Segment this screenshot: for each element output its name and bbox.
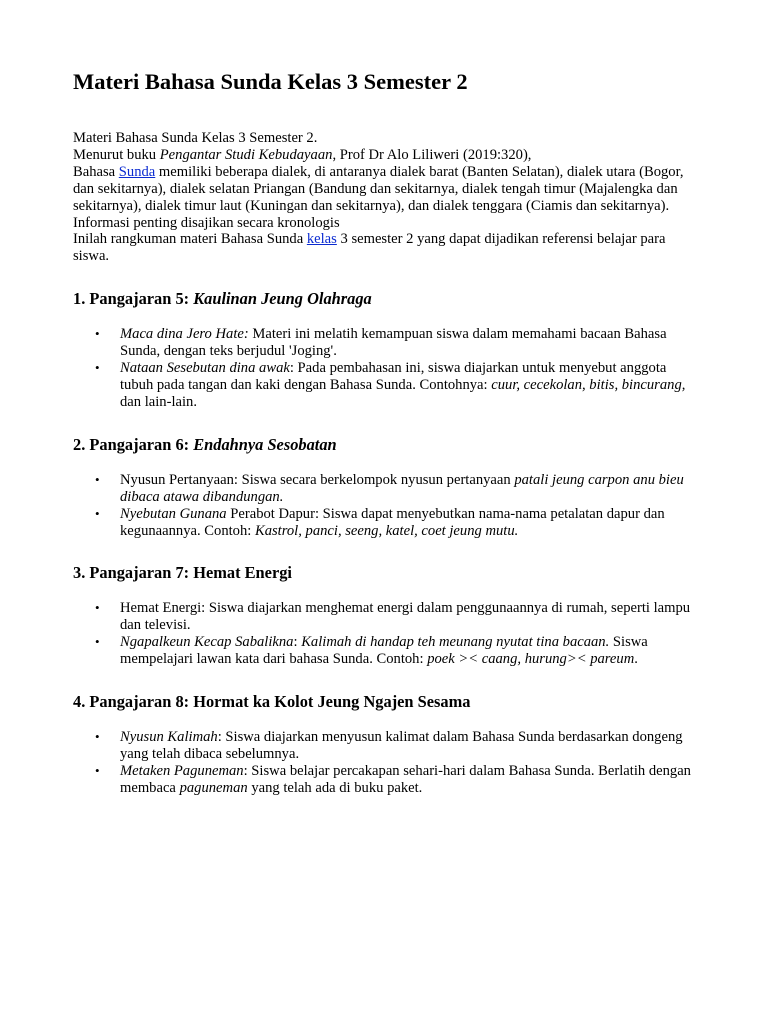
list-item bbox=[120, 600, 698, 634]
item-term: Metaken Paguneman bbox=[120, 762, 244, 779]
section-4-list bbox=[73, 729, 698, 797]
item-text: Materi ini melatih kemampuan siswa dalam memahami bacaan Bahasa Sunda, dengan teks berjudul 'Joging'. bbox=[120, 326, 667, 360]
item-text: Nyusun Pertanyaan: Siswa secara berkelompok nyusun pertanyaan bbox=[120, 471, 515, 488]
item-term: Maca dina Jero Hate: bbox=[120, 326, 249, 343]
list-item bbox=[120, 729, 698, 763]
intro-line-5-prefix: Inilah rangkuman materi Bahasa Sunda bbox=[73, 231, 307, 248]
section-heading-2-prefix: 2. Pangajaran 6: bbox=[73, 434, 194, 454]
item-term: Ngapalkeun Kecap Sabalikna bbox=[120, 634, 294, 651]
item-examples: patali jeung carpon anu bieu dibaca atawa dibandungan. bbox=[120, 471, 684, 505]
list-item bbox=[120, 634, 698, 668]
intro-line-1: Materi Bahasa Sunda Kelas 3 Semester 2. bbox=[73, 130, 318, 146]
item-text: : Siswa diajarkan menyusun kalimat dalam Bahasa Sunda berdasarkan dongeng yang telah dibaca sebelumnya. bbox=[120, 729, 683, 762]
item-term: Nyusun Kalimah bbox=[120, 729, 218, 746]
book-title: Pengantar Studi Kebudayaan bbox=[159, 146, 333, 163]
item-text: : bbox=[293, 634, 302, 651]
intro-line-2-suffix: , Prof Dr Alo Liliweri (2019:320), bbox=[332, 146, 532, 163]
kelas-link[interactable]: kelas bbox=[306, 231, 337, 248]
item-term: Nyebutan Gunana bbox=[120, 505, 227, 522]
section-2-list bbox=[73, 472, 698, 540]
list-item bbox=[120, 506, 698, 540]
list-item bbox=[120, 472, 698, 506]
list-item bbox=[120, 360, 698, 411]
item-term: Nataan Sesebutan dina awak bbox=[120, 360, 290, 377]
page-title: Materi Bahasa Sunda Kelas 3 Semester 2 bbox=[73, 69, 468, 94]
section-heading-2 bbox=[73, 435, 698, 455]
intro-paragraph bbox=[73, 130, 698, 265]
item-text: : Pada pembahasan ini, siswa diajarkan untuk menyebut anggota tubuh pada tangan dan kaki dengan Bahasa Sunda. Contohnya: bbox=[120, 360, 667, 393]
intro-line-3-suffix: memiliki beberapa dialek, di antaranya dialek barat (Banten Selatan), dialek utara (Bogor, dan sekitarnya), dialek selatan Priangan (Bandung dan sekitarnya, dialek tengah timur (Majalengka dan sekitarnya), dialek timur laut (Kuningan dan sekitarnya), dan dialek tenggara (Ciamis dan sekitarnya). bbox=[73, 163, 684, 214]
item-text: : Siswa belajar percakapan sehari-hari dalam Bahasa Sunda. Berlatih dengan membaca bbox=[120, 762, 691, 796]
list-item bbox=[120, 763, 698, 797]
section-3-list bbox=[73, 600, 698, 668]
item-term: paguneman bbox=[179, 779, 248, 796]
intro-line-2-prefix: Menurut buku bbox=[73, 146, 160, 163]
section-1-list bbox=[73, 326, 698, 411]
intro-line-5-suffix: 3 semester 2 yang dapat dijadikan referensi belajar para siswa. bbox=[73, 231, 666, 265]
article bbox=[73, 68, 698, 797]
section-heading-2-italic: Endahnya Sesobatan bbox=[193, 434, 337, 454]
section-heading-1 bbox=[73, 289, 698, 309]
item-examples: cuur, cecekolan, bitis, bincurang, bbox=[491, 376, 686, 393]
item-quote: Kalimah di handap teh meunang nyutat tina bacaan. bbox=[301, 634, 610, 651]
item-text: dan lain-lain. bbox=[120, 393, 197, 410]
section-heading-1-italic: Kaulinan Jeung Olahraga bbox=[193, 289, 372, 309]
item-examples: poek >< caang, hurung>< pareum bbox=[427, 651, 635, 668]
list-item bbox=[120, 326, 698, 360]
item-text: Hemat Energi: Siswa diajarkan menghemat energi dalam penggunaannya di rumah, seperti lampu dan televisi. bbox=[120, 600, 691, 634]
item-text: Siswa mempelajari lawan kata dari bahasa Sunda. Contoh: bbox=[120, 634, 648, 668]
sunda-link[interactable]: Sunda bbox=[118, 163, 156, 180]
intro-line-3-prefix: Bahasa bbox=[73, 163, 119, 180]
section-heading-4: 4. Pangajaran 8: Hormat ka Kolot Jeung Ngajen Sesama bbox=[73, 692, 471, 712]
item-text: . bbox=[634, 651, 638, 668]
item-examples: Kastrol, panci, seeng, katel, coet jeung mutu. bbox=[254, 522, 519, 539]
intro-line-4: Informasi penting disajikan secara kronologis bbox=[73, 214, 340, 231]
section-heading-1-prefix: 1. Pangajaran 5: bbox=[73, 289, 194, 309]
item-text: Perabot Dapur: Siswa dapat menyebutkan nama-nama petalatan dapur dan kegunaannya. Contoh: bbox=[120, 505, 665, 539]
section-heading-3: 3. Pangajaran 7: Hemat Energi bbox=[73, 563, 292, 583]
item-text: yang telah ada di buku paket. bbox=[247, 779, 423, 796]
